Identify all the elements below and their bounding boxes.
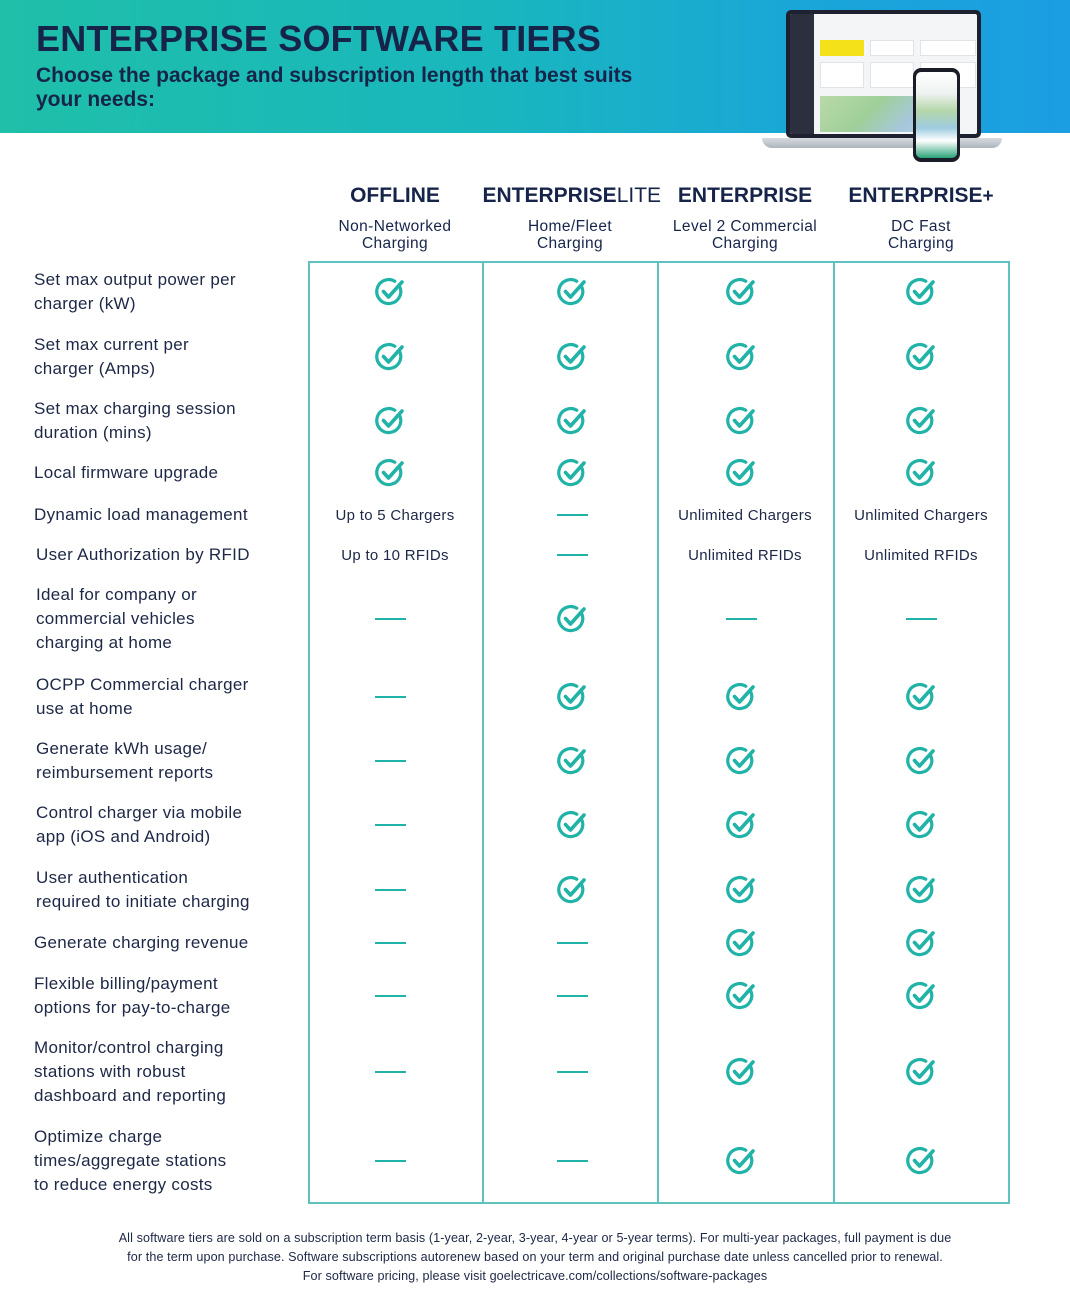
dash-icon xyxy=(375,889,406,891)
dash-cell xyxy=(485,1036,660,1108)
check-cell xyxy=(654,931,829,955)
check-circle-icon xyxy=(375,406,405,436)
feature-label: Flexible billing/payment options for pay-to-charge xyxy=(34,974,231,1017)
dash-icon xyxy=(375,760,406,762)
check-circle-icon xyxy=(557,682,587,712)
check-cell xyxy=(485,866,660,914)
dash-icon xyxy=(557,995,588,997)
tier-description: Level 2 Commercial Charging xyxy=(672,218,818,252)
feature-label: Control charger via mobile app (iOS and Android) xyxy=(36,803,243,846)
tier-header-1 xyxy=(308,184,483,252)
dash-icon xyxy=(557,554,588,556)
feature-label: Generate charging revenue xyxy=(34,933,249,952)
phone-app-illustration xyxy=(913,68,960,162)
check-cell xyxy=(654,1125,829,1197)
check-cell xyxy=(834,931,1009,955)
check-circle-icon xyxy=(557,277,587,307)
cell-value: Unlimited Chargers xyxy=(854,506,988,524)
dash-cell xyxy=(303,1125,478,1197)
dash-cell xyxy=(303,931,478,955)
check-cell xyxy=(834,1125,1009,1197)
feature-label: Monitor/control charging stations with robust dashboard and reporting xyxy=(34,1038,227,1105)
feature-label: Local firmware upgrade xyxy=(34,463,219,482)
check-cell xyxy=(834,673,1009,721)
value-cell xyxy=(834,503,1009,527)
dash-icon xyxy=(375,1071,406,1073)
laptop-dashboard-illustration xyxy=(762,10,1002,152)
tier-name: OFFLINE xyxy=(350,184,440,207)
feature-label: Set max output power per charger (kW) xyxy=(34,270,236,313)
dash-icon xyxy=(375,995,406,997)
check-circle-icon xyxy=(906,1146,936,1176)
check-cell xyxy=(485,397,660,445)
tier-header-3 xyxy=(658,184,833,252)
check-circle-icon xyxy=(726,810,756,840)
cell-value: Unlimited RFIDs xyxy=(864,546,978,564)
feature-label: User authentication required to initiate charging xyxy=(36,868,250,911)
cell-value: Up to 5 Chargers xyxy=(335,506,455,524)
check-cell xyxy=(303,461,478,485)
tier-header-2 xyxy=(482,184,662,252)
feature-label: Ideal for company or commercial vehicles charging at home xyxy=(36,585,197,652)
check-cell xyxy=(303,333,478,381)
check-cell xyxy=(485,583,660,655)
check-cell xyxy=(654,397,829,445)
check-circle-icon xyxy=(906,1057,936,1087)
dash-cell xyxy=(303,737,478,785)
dash-icon xyxy=(375,1160,406,1162)
check-circle-icon xyxy=(906,458,936,488)
check-circle-icon xyxy=(906,277,936,307)
feature-label: OCPP Commercial charger use at home xyxy=(36,675,249,718)
footer-note xyxy=(30,1229,1040,1286)
check-cell xyxy=(303,397,478,445)
footer-line: For software pricing, please visit goelectricave.com/collections/software-packages xyxy=(302,1269,768,1283)
check-circle-icon xyxy=(726,277,756,307)
check-circle-icon xyxy=(726,928,756,958)
feature-label: Optimize charge times/aggregate stations to reduce energy costs xyxy=(34,1127,227,1194)
check-circle-icon xyxy=(726,1146,756,1176)
check-circle-icon xyxy=(906,746,936,776)
dash-cell xyxy=(654,583,829,655)
tier-name: ENTERPRISELITE xyxy=(482,184,662,207)
check-cell xyxy=(303,268,478,316)
dash-cell xyxy=(485,972,660,1020)
footer-line: All software tiers are sold on a subscription term basis (1-year, 2-year, 3-year, 4-year or 5-year terms). For multi-year packages, full payment is due xyxy=(118,1231,952,1245)
check-circle-icon xyxy=(557,604,587,634)
cell-value: Unlimited Chargers xyxy=(678,506,812,524)
check-circle-icon xyxy=(557,746,587,776)
dash-icon xyxy=(557,942,588,944)
feature-label: Generate kWh usage/ reimbursement reports xyxy=(36,739,214,782)
dash-icon xyxy=(906,618,937,620)
check-cell xyxy=(654,1036,829,1108)
check-cell xyxy=(654,673,829,721)
dash-cell xyxy=(303,673,478,721)
tier-header-4 xyxy=(834,184,1009,252)
check-circle-icon xyxy=(557,458,587,488)
check-cell xyxy=(834,866,1009,914)
check-cell xyxy=(834,1036,1009,1108)
check-cell xyxy=(834,397,1009,445)
tier-name: ENTERPRISE+ xyxy=(848,184,994,207)
tier-description: Home/Fleet Charging xyxy=(527,218,613,252)
tier-description: DC Fast Charging xyxy=(887,218,955,252)
check-circle-icon xyxy=(906,810,936,840)
check-circle-icon xyxy=(906,981,936,1011)
value-cell xyxy=(834,543,1009,567)
cell-value: Unlimited RFIDs xyxy=(688,546,802,564)
check-circle-icon xyxy=(726,1057,756,1087)
check-cell xyxy=(654,972,829,1020)
feature-label: Set max charging session duration (mins) xyxy=(34,399,236,442)
cell-value: Up to 10 RFIDs xyxy=(341,546,449,564)
dash-icon xyxy=(726,618,757,620)
check-circle-icon xyxy=(906,342,936,372)
check-circle-icon xyxy=(726,406,756,436)
feature-label: Dynamic load management xyxy=(34,505,248,524)
check-cell xyxy=(654,268,829,316)
dash-icon xyxy=(375,618,406,620)
check-cell xyxy=(654,737,829,785)
check-circle-icon xyxy=(726,458,756,488)
check-cell xyxy=(834,461,1009,485)
check-circle-icon xyxy=(557,406,587,436)
dash-cell xyxy=(834,583,1009,655)
dash-icon xyxy=(375,696,406,698)
check-circle-icon xyxy=(726,746,756,776)
dash-icon xyxy=(557,1160,588,1162)
footer-line: for the term upon purchase. Software subscriptions autorenew based on your term and original purchase date unless cancelled prior to renewal. xyxy=(127,1250,943,1264)
check-circle-icon xyxy=(726,682,756,712)
dash-icon xyxy=(557,514,588,516)
value-cell xyxy=(308,503,483,527)
check-circle-icon xyxy=(375,277,405,307)
check-cell xyxy=(834,972,1009,1020)
check-cell xyxy=(654,866,829,914)
tier-name: ENTERPRISE xyxy=(677,184,813,207)
check-circle-icon xyxy=(906,928,936,958)
check-cell xyxy=(834,737,1009,785)
dash-cell xyxy=(303,1036,478,1108)
check-cell xyxy=(654,333,829,381)
dash-cell xyxy=(485,1125,660,1197)
check-circle-icon xyxy=(726,342,756,372)
check-circle-icon xyxy=(906,875,936,905)
check-cell xyxy=(834,333,1009,381)
check-circle-icon xyxy=(375,342,405,372)
page-subtitle: Choose the package and subscription length that best suits your needs: xyxy=(36,64,633,111)
dash-cell xyxy=(303,583,478,655)
value-cell xyxy=(658,503,833,527)
check-cell xyxy=(654,801,829,849)
check-cell xyxy=(485,737,660,785)
check-circle-icon xyxy=(726,981,756,1011)
check-cell xyxy=(485,673,660,721)
value-cell xyxy=(308,543,483,567)
check-cell xyxy=(485,461,660,485)
check-cell xyxy=(834,801,1009,849)
value-cell xyxy=(658,543,833,567)
dash-cell xyxy=(303,801,478,849)
check-circle-icon xyxy=(906,682,936,712)
check-circle-icon xyxy=(375,458,405,488)
tier-description: Non-Networked Charging xyxy=(338,218,452,252)
check-circle-icon xyxy=(557,875,587,905)
check-cell xyxy=(654,461,829,485)
check-cell xyxy=(485,268,660,316)
feature-label: User Authorization by RFID xyxy=(36,545,250,564)
check-circle-icon xyxy=(726,875,756,905)
dash-cell xyxy=(485,543,660,567)
check-circle-icon xyxy=(557,342,587,372)
check-cell xyxy=(834,268,1009,316)
dash-icon xyxy=(375,942,406,944)
dash-cell xyxy=(485,503,660,527)
check-circle-icon xyxy=(906,406,936,436)
dash-icon xyxy=(375,824,406,826)
dash-cell xyxy=(303,972,478,1020)
check-cell xyxy=(485,333,660,381)
feature-label: Set max current per charger (Amps) xyxy=(34,335,189,378)
page-title: ENTERPRISE SOFTWARE TIERS xyxy=(36,18,602,59)
check-circle-icon xyxy=(557,810,587,840)
dash-cell xyxy=(303,866,478,914)
dash-cell xyxy=(485,931,660,955)
dash-icon xyxy=(557,1071,588,1073)
check-cell xyxy=(485,801,660,849)
